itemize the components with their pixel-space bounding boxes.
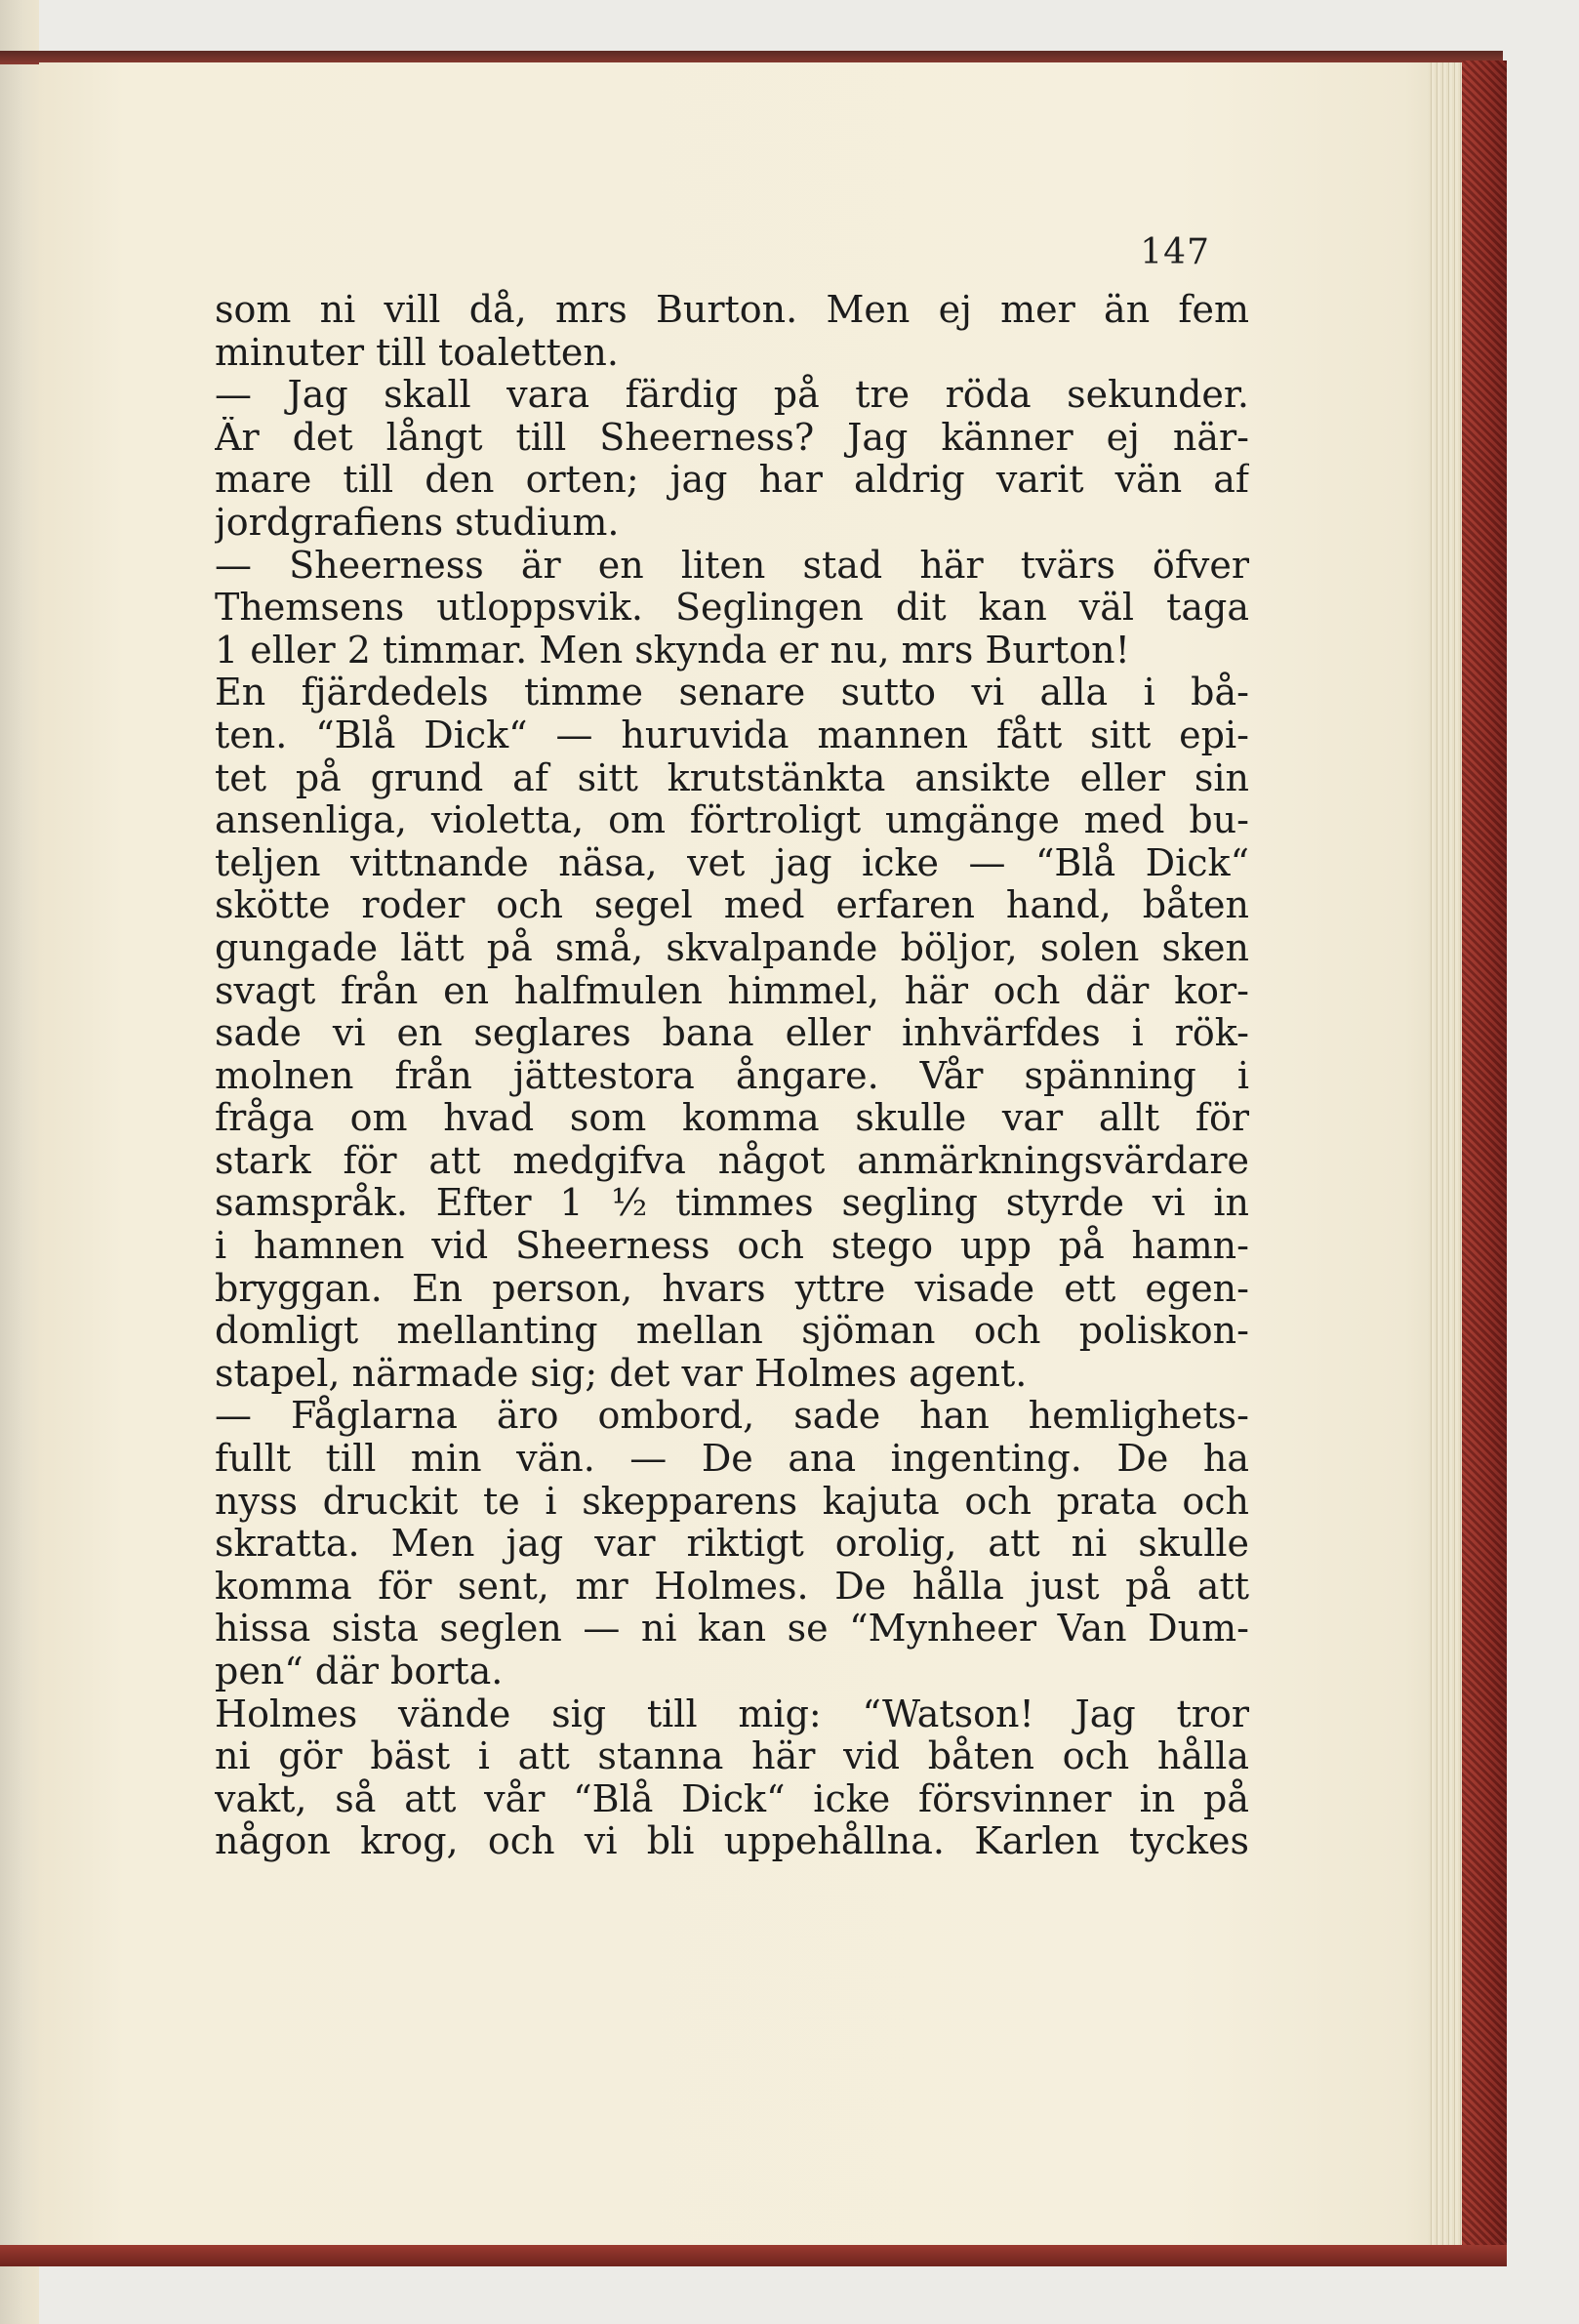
text-line: — Jag skall vara färdig på tre röda sekunder. — [215, 374, 1249, 417]
text-line: 1 eller 2 timmar. Men skynda er nu, mrs Burton! — [215, 629, 1130, 672]
text-line: — Sheerness är en liten stad här tvärs öfver — [215, 544, 1249, 587]
text-line: någon krog, och vi bli uppehållna. Karlen tyckes — [215, 1820, 1249, 1863]
text-line: molnen från jättestora ångare. Vår spänning i — [215, 1054, 1249, 1097]
body-text — [215, 289, 1249, 1863]
text-line: vakt, så att vår “Blå Dick“ icke försvinner in på — [215, 1777, 1249, 1820]
page-number: 147 — [1140, 232, 1210, 272]
text-line: komma för sent, mr Holmes. De hålla just på att — [215, 1565, 1249, 1608]
text-line: fullt till min vän. — De ana ingenting. De ha — [215, 1438, 1249, 1481]
text-line: jordgrafiens studium. — [215, 501, 620, 544]
text-line: hissa sista seglen — ni kan se “Mynheer Van Dum- — [215, 1608, 1249, 1651]
text-line: En fjärdedels timme senare sutto vi alla i bå- — [215, 672, 1249, 714]
text-line: Är det långt till Sheerness? Jag känner ej när- — [215, 416, 1249, 459]
text-line: — Fåglarna äro ombord, sade han hemlighets- — [215, 1395, 1249, 1438]
book-cover-bottom — [0, 2245, 1507, 2266]
text-line: bryggan. En person, hvars yttre visade ett egen- — [215, 1267, 1249, 1310]
text-line: teljen vittnande näsa, vet jag icke — “Blå Dick“ — [215, 841, 1249, 884]
text-line: i hamnen vid Sheerness och stego upp på hamn- — [215, 1225, 1249, 1268]
text-line: Themsens utloppsvik. Seglingen dit kan väl taga — [215, 587, 1249, 630]
page-edges — [1429, 62, 1462, 2245]
text-line: svagt från en halfmulen himmel, här och där kor- — [215, 969, 1249, 1012]
text-line: skötte roder och segel med erfaren hand, båten — [215, 884, 1249, 927]
text-line: ni gör bäst i att stanna här vid båten och hålla — [215, 1735, 1249, 1778]
text-line: Holmes vände sig till mig: “Watson! Jag tror — [215, 1692, 1249, 1735]
text-line: pen“ där borta. — [215, 1651, 504, 1692]
text-line: mare till den orten; jag har aldrig varit vän af — [215, 459, 1249, 502]
text-line: gungade lätt på små, skvalpande böljor, solen sken — [215, 926, 1249, 969]
text-line: nyss druckit te i skepparens kajuta och prata och — [215, 1480, 1249, 1523]
text-line: sade vi en seglares bana eller inhvärfdes i rök- — [215, 1012, 1249, 1055]
text-line: fråga om hvad som komma skulle var allt för — [215, 1097, 1249, 1140]
text-line: stark för att medgifva något anmärkningsvärdare — [215, 1139, 1249, 1182]
text-line: domligt mellanting mellan sjöman och poliskon- — [215, 1310, 1249, 1353]
book-page — [39, 62, 1462, 2245]
previous-page-edge — [0, 0, 39, 2324]
text-line: ten. “Blå Dick“ — huruvida mannen fått sitt epi- — [215, 714, 1249, 756]
text-line: skratta. Men jag var riktigt orolig, att ni skulle — [215, 1523, 1249, 1566]
text-line: samspråk. Efter 1 ½ timmes segling styrde vi in — [215, 1182, 1249, 1225]
book-cover-spine-right — [1462, 61, 1507, 2264]
text-line: minuter till toaletten. — [215, 331, 619, 374]
text-line: ansenliga, violetta, om förtroligt umgänge med bu- — [215, 799, 1249, 842]
text-line: tet på grund af sitt krutstänkta ansikte eller sin — [215, 756, 1249, 799]
text-line: stapel, närmade sig; det var Holmes agent. — [215, 1352, 1028, 1395]
text-line: som ni vill då, mrs Burton. Men ej mer än fem — [215, 289, 1249, 331]
